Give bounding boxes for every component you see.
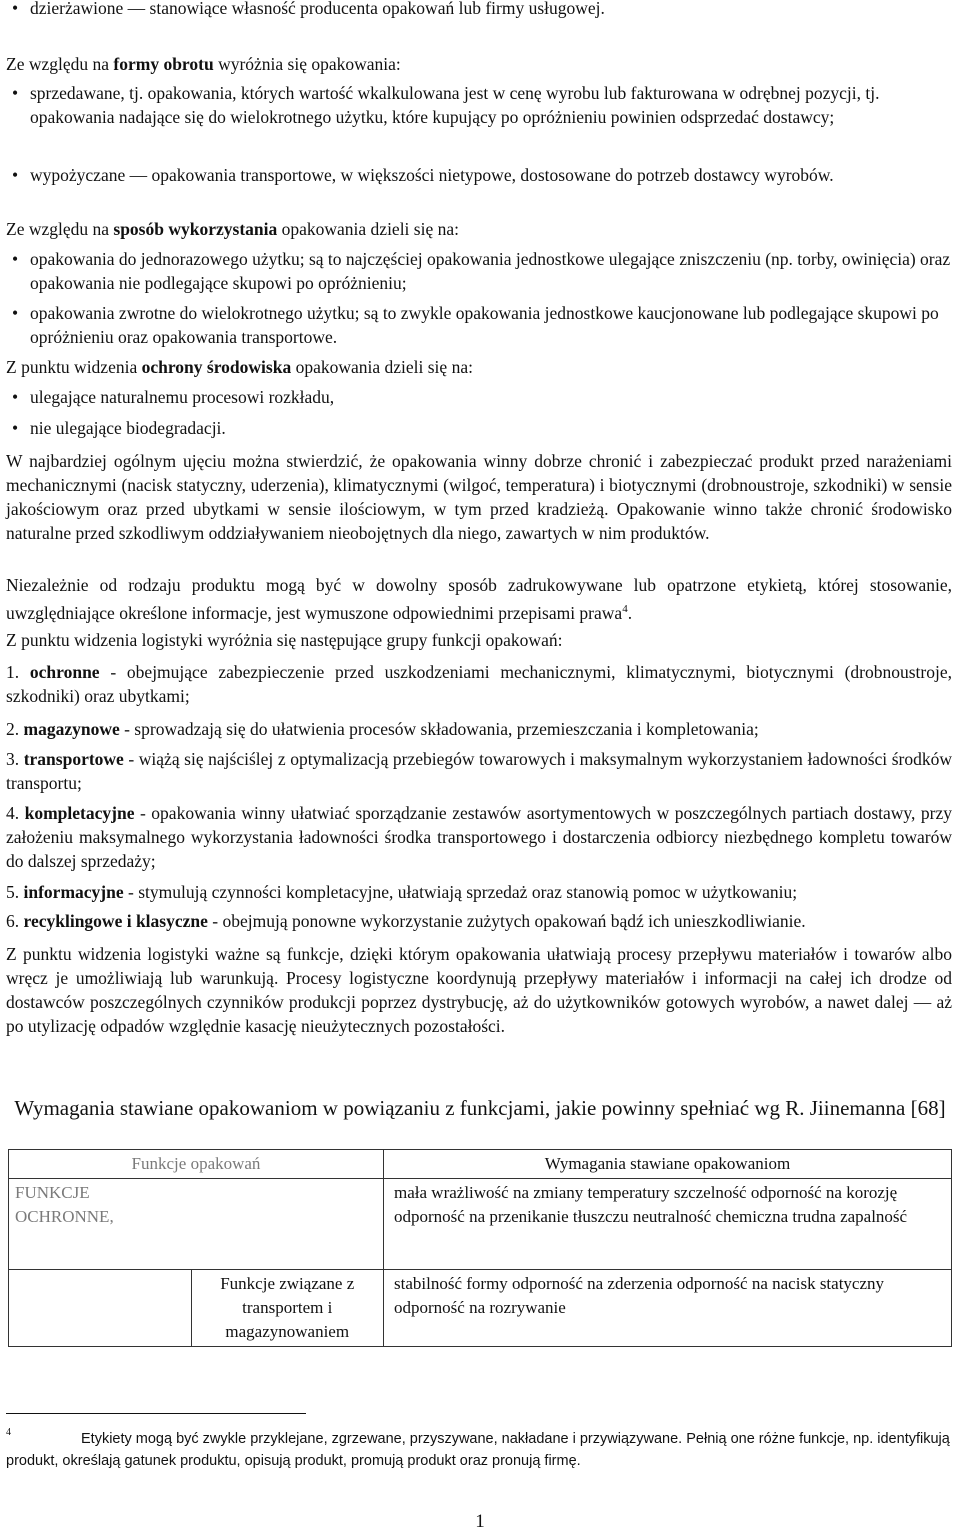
list-item: 2. magazynowe - sprowadzają się do ułatwienia procesów składowania, przemieszczania i kompletowania;	[6, 719, 759, 739]
list-item: 1. ochronne - obejmujące zabezpieczenie przed uszkodzeniami mechanicznymi, klimatycznymi, biotycznymi (drobnoustroje, szkodniki) oraz ubytkami;	[6, 662, 953, 706]
table-caption: Wymagania stawiane opakowaniom w powiązaniu z funkcjami, jakie powinny spełniać wg R. Jiinemanna [68]	[14, 1096, 946, 1120]
page-number: 1	[475, 1511, 485, 1532]
bullet-text: sprzedawane, tj. opakowania, których wartość wkalkulowana jest w cenę wyrobu lub fakturowana w odrębnej pozycji, tj. opakowania nadające się do wielokrotnego użytku, które kupujący po opróżnieniu powinien odsprzedać dostawcy;	[30, 83, 880, 127]
paragraph: W najbardziej ogólnym ujęciu można stwierdzić, że opakowania winny dobrze chronić i zabezpieczać produkt przed narażeniami mechanicznymi (nacisk statyczny, uderzenia), klimatycznymi (wilgoć, temperatura) i biotycznymi (drobnoustroje, szkodniki) w sensie jakościowym oraz przed ubytkami w sensie ilościowym, w tym przed kradzieżą. Opakowanie winno także chronić środowisko naturalne przed szkodliwym oddziaływaniem nieobojętnych dla niego, zawartych w nim produktów.	[6, 451, 952, 543]
list-item	[12, 0, 952, 20]
bullet-icon: •	[12, 249, 19, 269]
table-header-requirements: Wymagania stawiane opakowaniom	[384, 1150, 952, 1179]
bullet-icon: •	[12, 0, 19, 18]
bullet-text: opakowania zwrotne do wielokrotnego użytku; są to zwykle opakowania jednostkowe kaucjonowane lub podlegające skupowi po opróżnieniu oraz opakowania transportowe.	[30, 303, 939, 347]
list-item: 4. kompletacyjne - opakowania winny ułatwiać sporządzanie zestawów asortymentowych w poszczególnych partiach dostawy, przy założeniu maksymalnego wykorzystania ładowności środka transportowego i dostarczenia odbiorcy niezbędnego kompletu towarów do dalszej sprzedaży;	[6, 803, 952, 871]
env-intro: Z punktu widzenia ochrony środowiska opakowania dzieli się na:	[6, 357, 473, 377]
table-header-functions: Funkcje opakowań	[9, 1150, 384, 1179]
list-item: 3. transportowe - wiążą się najściślej z optymalizacją przebiegów towarowych i maksymalnym wykorzystaniem ładowności środków transportu;	[6, 749, 952, 793]
table-cell: Funkcje związane z transportem i magazynowaniem	[191, 1270, 384, 1347]
bullet-icon: •	[12, 418, 19, 438]
requirements-table	[8, 1149, 952, 1347]
list-item	[12, 247, 952, 295]
paragraph: Z punktu widzenia logistyki wyróżnia się następujące grupy funkcji opakowań:	[6, 630, 563, 650]
table-cell	[9, 1270, 192, 1347]
list-item	[12, 163, 952, 187]
paragraph: Niezależnie od rodzaju produktu mogą być w dowolny sposób zadrukowywane lub opatrzone etykietą, której stosowanie, uwzględniające określone informacje, jest wymuszone odpowiednimi przepisami prawa$^4$.	[6, 575, 952, 623]
bullet-icon: •	[12, 165, 19, 185]
table-cell: stabilność formy odporność na zderzenia odporność na nacisk statyczny odporność na rozrywanie	[384, 1270, 952, 1347]
bullet-icon: •	[12, 303, 19, 323]
table-cell: mała wrażliwość na zmiany temperatury szczelność odporność na korozję odporność na przenikanie tłuszczu neutralność chemiczna trudna zapalność	[384, 1179, 952, 1270]
bullet-text: ulegające naturalnemu procesowi rozkładu,	[30, 387, 335, 407]
list-item	[12, 385, 952, 409]
footnote: $^4$ Etykiety mogą być zwykle przyklejane, zgrzewane, przyszywane, nakładane i przywiązywane. Pełnią one różne funkcje, np. identyfikują produkt, określają gatunek produktu, opisują produkt, promują produkt oraz pronują firmę.	[6, 1427, 950, 1469]
list-item	[12, 301, 952, 349]
table-cell: FUNKCJE OCHRONNE,	[9, 1179, 192, 1270]
list-item: 6. recyklingowe i klasyczne - obejmują ponowne wykorzystanie zużytych opakowań bądź ich unieszkodliwianie.	[6, 911, 806, 931]
footnote-ref: 4	[622, 603, 628, 615]
use-intro: Ze względu na sposób wykorzystania opakowania dzieli się na:	[6, 219, 459, 239]
bullet-text: opakowania do jednorazowego użytku; są to najczęściej opakowania jednostkowe ulegające zniszczeniu (np. torby, owinięcia) oraz opakowania nie podlegające skupowi po opróżnieniu;	[30, 249, 951, 293]
bullet-icon: •	[12, 387, 19, 407]
list-item	[12, 416, 952, 440]
footnote-divider	[6, 1413, 306, 1414]
table-cell	[191, 1179, 384, 1270]
bullet-text: dzierżawione — stanowiące własność producenta opakowań lub firmy usługowej.	[30, 0, 605, 18]
paragraph: Z punktu widzenia logistyki ważne są funkcje, dzięki którym opakowania ułatwiają procesy przepływu materiałów i towarów albo wręcz je umożliwiają lub warunkują. Procesy logistyczne koordynują przepływy materiałów i informacji na całej ich drodze od dostawców poszczególnych czynników produkcji poprzez dystrybucję, aż do użytkowników gotowych wyrobów, a nawet dalej — aż po utylizację odpadów względnie kasację nieużytecznych pozostałości.	[6, 944, 952, 1036]
list-item	[12, 81, 952, 129]
bullet-icon: •	[12, 83, 19, 103]
bullet-text: wypożyczane — opakowania transportowe, w większości nietypowe, dostosowane do potrzeb dostawcy wyrobów.	[30, 165, 834, 185]
bullet-text: nie ulegające biodegradacji.	[30, 418, 226, 438]
form-intro: Ze względu na formy obrotu wyróżnia się opakowania:	[6, 54, 401, 74]
list-item: 5. informacyjne - stymulują czynności kompletacyjne, ułatwiają sprzedaż oraz stanowią pomoc w użytkowaniu;	[6, 882, 798, 902]
